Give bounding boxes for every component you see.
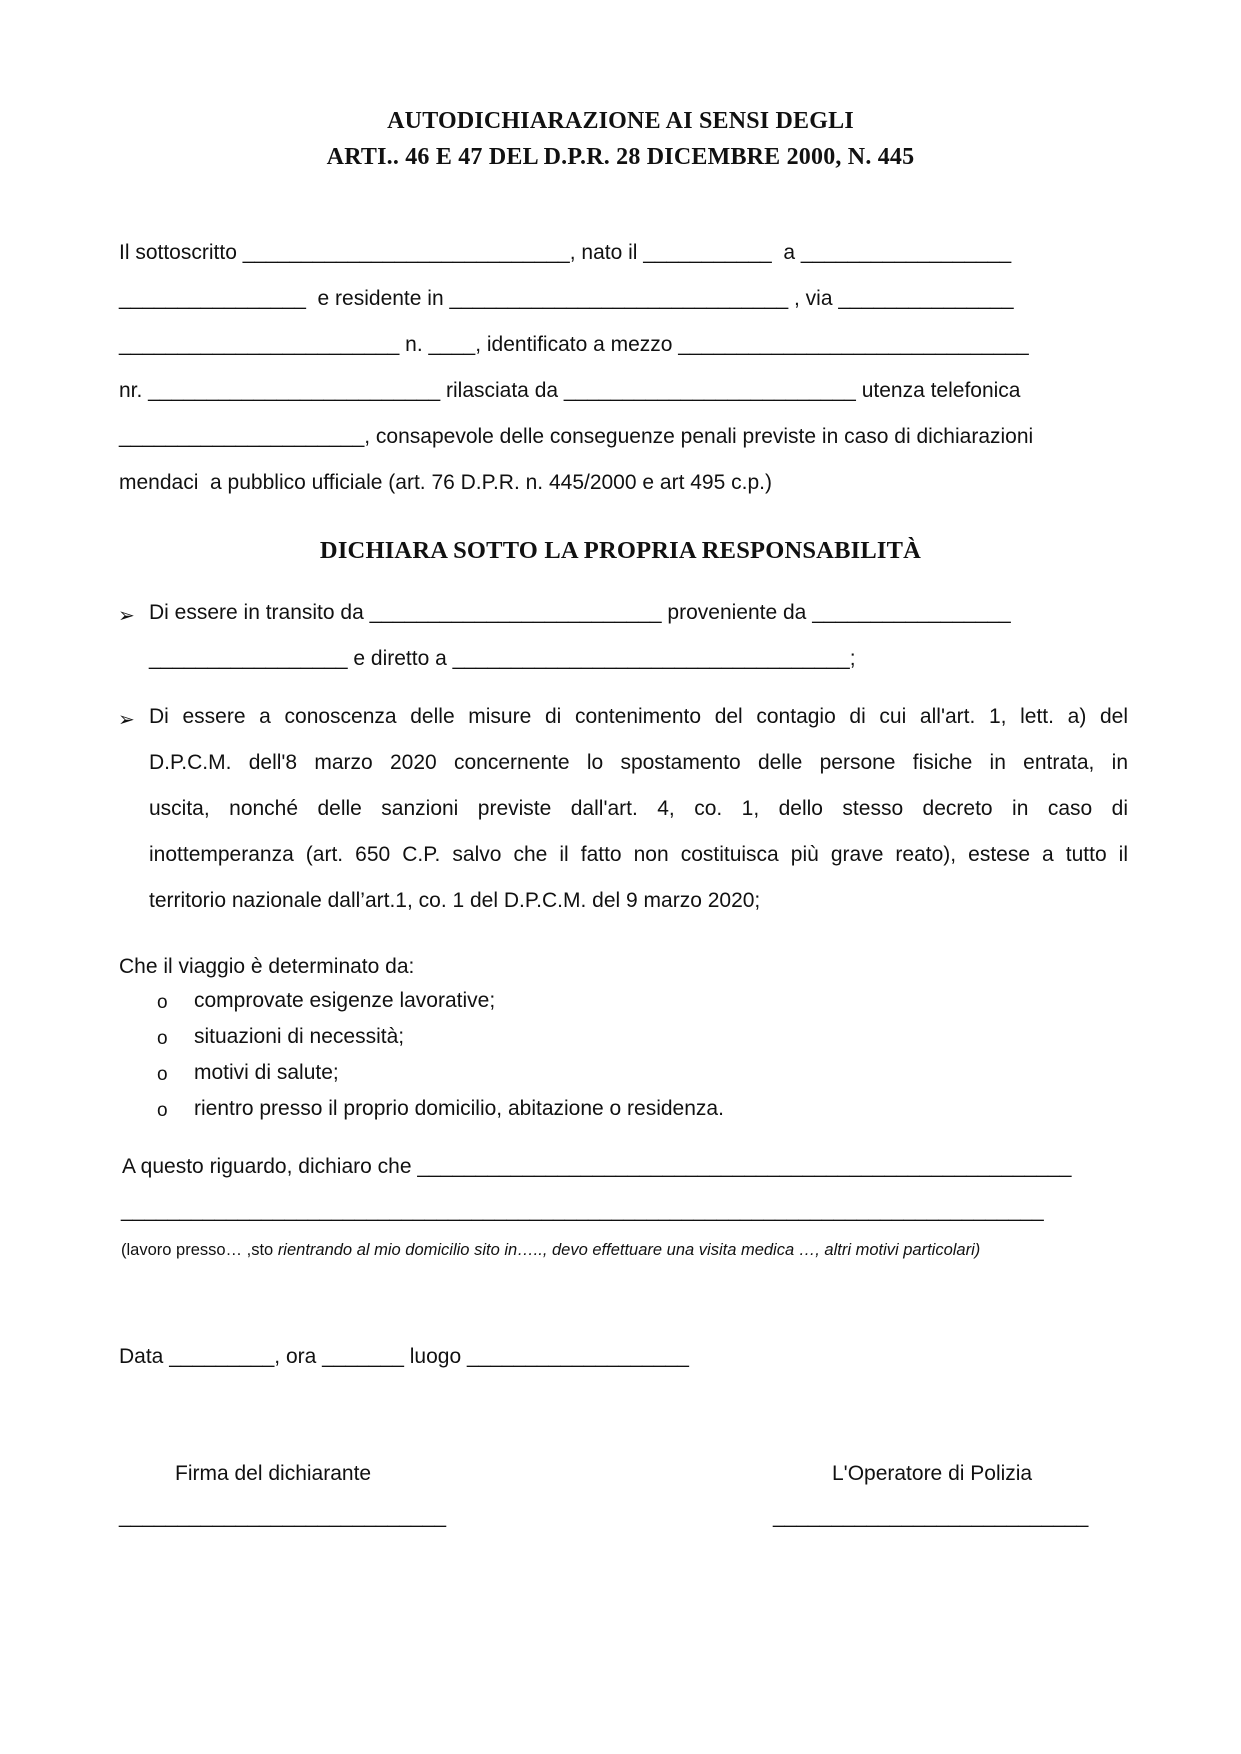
travel-option-work: comprovate esigenze lavorative; <box>194 989 496 1012</box>
bullet-awareness-line-1: Di essere a conoscenza delle misure di contenimento del contagio di cui all'art. 1, lett. a) del <box>149 705 1128 728</box>
circle-bullet-icon: o <box>157 992 168 1013</box>
date-time-place-line: Data _________, ora _______ luogo ___________________ <box>119 1345 689 1368</box>
bullet-awareness-line-4: inottemperanza (art. 650 C.P. salvo che il fatto non costituisca più grave reato), estese a tutto il <box>149 843 1128 866</box>
circle-bullet-icon: o <box>157 1100 168 1121</box>
regard-line-2: _______________________________________________________________________________ <box>121 1199 1044 1222</box>
intro-line-5: _____________________, consapevole delle conseguenze penali previste in caso di dichiarazioni <box>119 425 1034 448</box>
document-title-line-1: AUTODICHIARAZIONE AI SENSI DEGLI <box>387 108 854 134</box>
declarant-signature-line: ____________________________ <box>119 1505 447 1528</box>
intro-line-4: nr. _________________________ rilasciata da _________________________ utenza telefonica <box>119 379 1021 402</box>
intro-line-1: Il sottoscritto ____________________________, nato il ___________ a __________________ <box>119 241 1012 264</box>
examples-note-normal: (lavoro presso… ,sto <box>121 1241 278 1259</box>
declarant-signature-label: Firma del dichiarante <box>175 1462 372 1485</box>
travel-option-health: motivi di salute; <box>194 1061 339 1084</box>
officer-signature-label: L'Operatore di Polizia <box>832 1462 1033 1485</box>
declaration-heading: DICHIARA SOTTO LA PROPRIA RESPONSABILITÀ <box>319 537 922 564</box>
bullet-awareness-line-5: territorio nazionale dall’art.1, co. 1 del D.P.C.M. del 9 marzo 2020; <box>149 889 761 912</box>
officer-signature-line: ___________________________ <box>773 1505 1089 1528</box>
bullet-awareness-line-3: uscita, nonché delle sanzioni previste dall'art. 4, co. 1, dello stesso decreto in caso di <box>149 797 1128 820</box>
intro-line-6: mendaci a pubblico ufficiale (art. 76 D.P.R. n. 445/2000 e art 495 c.p.) <box>119 471 772 494</box>
circle-bullet-icon: o <box>157 1028 168 1049</box>
examples-note <box>121 1241 980 1260</box>
travel-option-return-home: rientro presso il proprio domicilio, abitazione o residenza. <box>194 1097 724 1120</box>
circle-bullet-icon: o <box>157 1064 168 1085</box>
regard-line-1: A questo riguardo, dichiaro che ________________________________________________________ <box>122 1155 1072 1178</box>
document-title-line-2: ARTI.. 46 E 47 DEL D.P.R. 28 DICEMBRE 2000, N. 445 <box>326 144 915 170</box>
intro-line-3: ________________________ n. ____, identificato a mezzo ______________________________ <box>119 333 1029 356</box>
travel-option-necessity: situazioni di necessità; <box>194 1025 405 1048</box>
travel-reason-heading: Che il viaggio è determinato da: <box>119 955 415 978</box>
arrow-bullet-icon: ➢ <box>118 605 135 627</box>
intro-line-2: ________________ e residente in _____________________________ , via _______________ <box>119 287 1014 310</box>
arrow-bullet-icon: ➢ <box>118 709 135 731</box>
bullet-transit-line-2: _________________ e diretto a __________________________________; <box>149 647 856 670</box>
bullet-awareness-line-2: D.P.C.M. dell'8 marzo 2020 concernente lo spostamento delle persone fisiche in entrata, in <box>149 751 1128 774</box>
examples-note-italic: rientrando al mio domicilio sito in….., devo effettuare una visita medica …, altri motivi particolari) <box>277 1241 981 1259</box>
bullet-transit-line-1: Di essere in transito da _________________________ proveniente da _________________ <box>149 601 1011 624</box>
